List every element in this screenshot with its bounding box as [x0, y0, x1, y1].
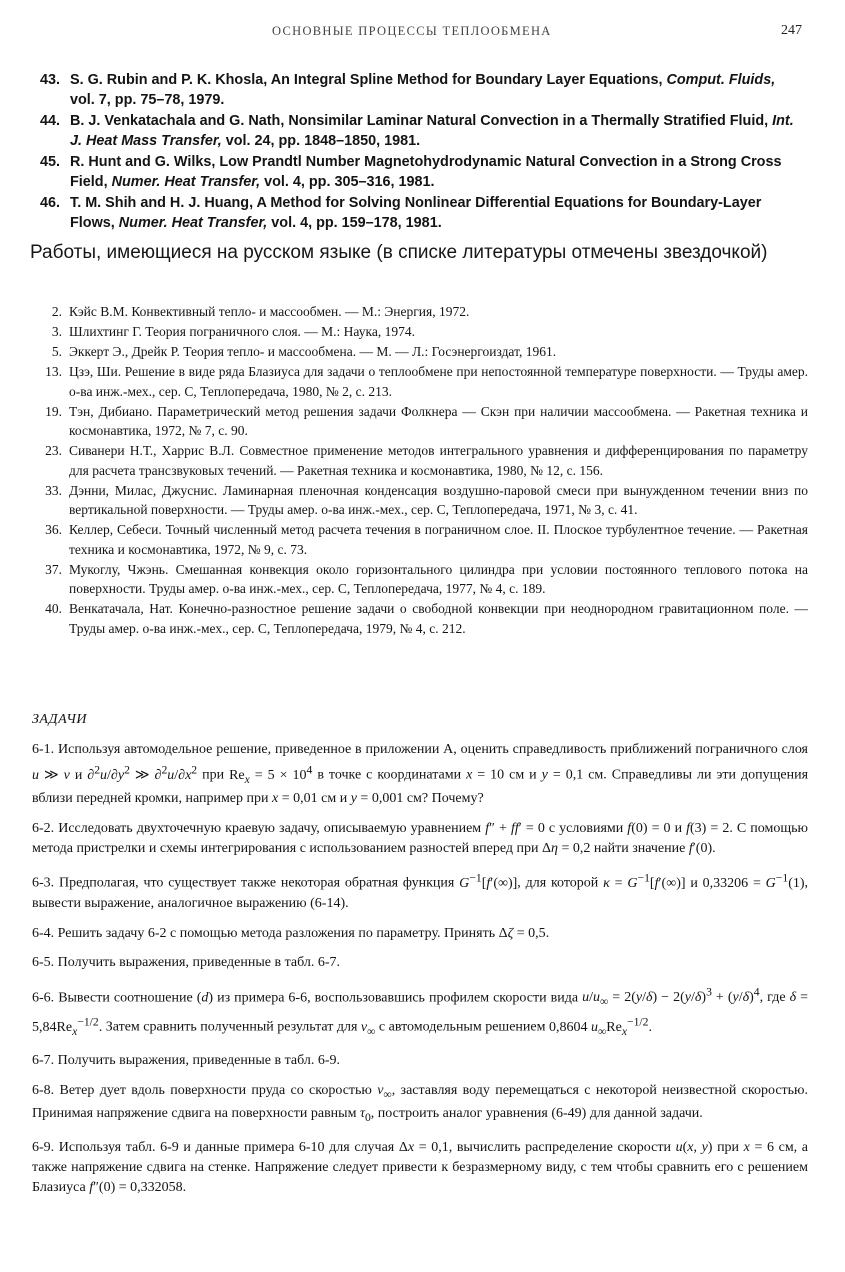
problem-text: Получить выражения, приведенные в табл. 6-9. [54, 1053, 340, 1069]
reference-item [40, 111, 800, 151]
reference-number: 23. [45, 443, 62, 458]
formula: x = 0,01 см и y = 0,001 см? [272, 791, 429, 807]
english-reference-list [40, 70, 800, 234]
formula: Δx = 0,1 [398, 1139, 449, 1155]
problem-6-6 [32, 983, 808, 1042]
problem-text: . Справедливы ли эти допущения вблизи передней кромки, например при [32, 767, 809, 807]
problem-text: . С помощью метода пристрелки и схемы интегрирования с использованием разностей вперед при [32, 820, 808, 856]
problem-text: , вычислить распределение скорости [448, 1139, 676, 1155]
reference-item [36, 362, 808, 401]
reference-authors: T. M. Shih and H. J. Huang, A Method for Solving Nonlinear Differential Equations for Boundary-Layer Flows, [70, 195, 762, 231]
formula: u(x, y) [675, 1139, 713, 1155]
problem-6-7 [32, 1051, 808, 1071]
reference-item [36, 599, 808, 638]
formula: f′(0) [688, 840, 713, 856]
reference-text: Кэйс В.М. Конвективный тепло- и массообмен. — М.: Энергия, 1972. [69, 304, 470, 319]
reference-number: 40. [45, 601, 62, 616]
problem-text: с автомодельным решением [375, 1019, 549, 1035]
reference-number: 36. [45, 522, 62, 537]
problem-number: 6-2. [32, 820, 55, 836]
reference-number: 2. [51, 304, 62, 319]
reference-number: 3. [51, 324, 62, 339]
problem-text: , для которой [517, 876, 604, 892]
reference-details: vol. 7, pp. 75–78, 1979. [70, 92, 225, 108]
problem-text: , вывести выражение, аналогичное выражению (6-14). [32, 876, 809, 912]
reference-authors: B. J. Venkatachala and G. Nath, Nonsimilar Laminar Natural Convection in a Thermally Stratified Fluid, [70, 113, 769, 129]
problem-text: Затем сравнить полученный результат для [102, 1019, 361, 1035]
formula: $G^{-1}[f'(\infty)]$ [459, 871, 518, 892]
problem-text: , а также напряжение сдвига на стенке. Напряжение следует привести к безразмерному виду, с тем чтобы сравнить его с решением Блазиуса [32, 1139, 808, 1195]
formula: x = 6 см [743, 1139, 794, 1155]
reference-details: vol. 4, pp. 305–316, 1981. [260, 174, 435, 190]
reference-journal: Comput. Fluids, [666, 72, 776, 88]
reference-journal: Numer. Heat Transfer, [111, 174, 261, 190]
problem-text: найти значение [590, 840, 689, 856]
problems-heading: ЗАДАЧИ [32, 712, 88, 727]
reference-item [36, 560, 808, 599]
reference-number: 44. [40, 113, 61, 129]
formula: $u/u_\infty = 2(y/\delta) - 2(y/\delta)^3 + (y/\delta)^4$, где $\delta = 5,84Re_x^{-1/2}$. [32, 985, 808, 1038]
problem-text: , построить аналог уравнения (6-49) для данной задачи. [370, 1106, 703, 1122]
problem-list [32, 740, 808, 1207]
problem-text: Ветер дует вдоль поверхности пруда со скоростью [54, 1082, 378, 1098]
problem-text: Используя табл. 6-9 и данные примера 6-10 для случая [54, 1139, 399, 1155]
reference-item [36, 441, 808, 480]
reference-item [36, 402, 808, 441]
formula: f″(0) = 0,332058. [89, 1179, 187, 1195]
problem-6-4 [32, 924, 808, 944]
page-number: 247 [781, 23, 802, 38]
formula: u ≫ v и $\partial^2u/\partial y^2$ ≫ $\partial^2u/\partial x^2$ [32, 763, 198, 783]
problem-number: 6-4. [32, 925, 55, 941]
problem-text: в точке с координатами [312, 767, 467, 783]
formula: Δζ = 0,5 [498, 925, 546, 941]
reference-details: vol. 24, pp. 1848–1850, 1981. [221, 133, 421, 149]
problem-text: Используя автомодельное решение, приведенное в приложении А, оценить справедливость приближений пограничного слоя [54, 742, 808, 757]
formula: $\tau_0$ [359, 1106, 371, 1125]
problem-text: , заставляя воду перемещаться с некоторой неизвестной скоростью. Принимая напряжение сдвига на поверхности равным [32, 1082, 808, 1122]
formula: (d) [196, 990, 214, 1006]
reference-journal: Numer. Heat Transfer, [118, 215, 268, 231]
problem-number: 6-3. [32, 876, 55, 892]
problem-6-2 [32, 819, 808, 859]
problem-number: 6-1. [32, 742, 55, 757]
russian-reference-list [36, 302, 808, 639]
problem-number: 6-6. [32, 990, 55, 1006]
reference-text: Сиванери Н.Т., Харрис В.Л. Совместное применение методов интегрального уравнения и дифференцирования по параметру для расчета трансзвуковых течений. — Ракетная техника и космонавтика, 1980, № 12, с. 156. [69, 443, 808, 478]
reference-item [36, 322, 808, 342]
reference-text: Тэн, Дибиано. Параметрический метод решения задачи Фолкнера — Скэн при наличии массообмена. — Ракетная техника и космонавтика, 1972, № 7, с. 90. [69, 403, 808, 438]
problem-text: . [545, 925, 550, 941]
problem-6-9 [32, 1138, 808, 1198]
reference-item [40, 152, 800, 192]
problem-text: Вывести соотношение [54, 990, 197, 1006]
reference-number: 33. [45, 482, 62, 498]
reference-authors: R. Hunt and G. Wilks, Low Prandtl Number Magnetohydrodynamic Natural Convection in a Strong Cross Field, [70, 154, 782, 190]
reference-details: vol. 4, pp. 159–178, 1981. [267, 215, 442, 231]
reference-item [36, 481, 808, 520]
problem-text: Почему? [428, 791, 484, 807]
reference-text: Цзэ, Ши. Решение в виде ряда Блазиуса для задачи о теплообмене при непостоянной температуре поверхности. — Труды амер. о-ва инж.-мех., сер. С, Теплопередача, 1980, № 2, с. 213. [69, 364, 808, 399]
reference-item [36, 342, 808, 362]
problem-text: . [712, 840, 716, 856]
formula: 0,8604 $u_\infty Re_x^{-1/2}$. [548, 1015, 652, 1038]
problem-text: Получить выражения, приведенные в табл. 6-7. [54, 955, 340, 971]
formula: f(0) = 0 и f(3) = 2 [627, 820, 730, 836]
problem-number: 6-7. [32, 1053, 55, 1069]
problem-text: Решить задачу 6-2 с помощью метода разложения по параметру. Принять [54, 925, 499, 941]
problem-number: 6-9. [32, 1139, 55, 1155]
reference-number: 5. [51, 344, 62, 359]
reference-text: Келлер, Себеси. Точный численный метод расчета течения в пограничном слое. II. Плоское турбулентное течение. — Ракетная техника и космонавтика, 1972, № 9, с. 73. [69, 522, 808, 557]
reference-number: 46. [40, 195, 61, 211]
reference-item [40, 70, 800, 110]
reference-journal: Int. J. Heat Mass Transfer, [70, 113, 794, 149]
problem-number: 6-5. [32, 955, 55, 971]
problem-text: Исследовать двухточечную краевую задачу, описываемую уравнением [54, 820, 486, 836]
reference-text: Венкатачала, Нат. Конечно-разностное решение задачи о свободной конвекции при неоднородном гравитационном поле. — Труды амер. о-ва инж.-мех., сер. С, Теплопередача, 1979, № 4, с. 212. [69, 601, 808, 636]
reference-item [36, 520, 808, 559]
reference-text: Дэнни, Милас, Джуснис. Ламинарная пленочная конденсация воздушно-паровой смеси при вынужденном течении вниз по вертикальной поверхности. — Труды амер. о-ва инж.-мех., сер. С, Теплопередача, 1971, № 3, с. 41. [69, 482, 808, 517]
problem-6-1 [32, 740, 808, 809]
formula: Δη = 0,2 [542, 840, 591, 856]
problem-text: при [712, 1139, 744, 1155]
problem-text: из примера 6-6, воспользовавшись профилем скорости вида [213, 990, 583, 1006]
reference-number: 37. [45, 561, 62, 577]
problem-text: Предполагая, что существует также некоторая обратная функция [54, 876, 460, 892]
problem-number: 6-8. [32, 1082, 55, 1098]
formula: $\kappa = G^{-1}[f'(\infty)]$ и $0,33206 = G^{-1}(1)$ [603, 871, 805, 892]
reference-number: 43. [40, 72, 61, 88]
reference-number: 13. [45, 364, 62, 379]
reference-item [40, 193, 800, 233]
russian-works-heading: Работы, имеющиеся на русском языке (в списке литературы отмечены звездочкой) [30, 242, 768, 263]
problem-text: при [197, 767, 230, 783]
reference-item [36, 302, 808, 322]
reference-authors: S. G. Rubin and P. K. Khosla, An Integral Spline Method for Boundary Layer Equations, [70, 72, 663, 88]
reference-text: Шлихтинг Г. Теория пограничного слоя. — М.: Наука, 1974. [69, 324, 415, 339]
formula: x = 10 см и y = 0,1 см [466, 767, 604, 783]
problem-text: с условиями [544, 820, 628, 836]
formula: $v_\infty$ [377, 1082, 392, 1101]
formula: $v_\infty$ [360, 1019, 376, 1038]
problem-6-8 [32, 1081, 808, 1129]
reference-number: 19. [45, 403, 62, 419]
formula: f″ + ff′ = 0 [485, 820, 545, 836]
problem-6-5 [32, 953, 808, 973]
reference-text: Мукоглу, Чжэнь. Смешанная конвекция около горизонтального цилиндра при условии постоянного теплового потока на поверхности. Труды амер. о-ва инж.-мех., сер. С, Теплопередача, 1977, № 4, с. 189. [69, 561, 808, 596]
running-title: ОСНОВНЫЕ ПРОЦЕССЫ ТЕПЛООБМЕНА [272, 24, 552, 38]
reference-text: Эккерт Э., Дрейк Р. Теория тепло- и массообмена. — М. — Л.: Госэнергоиздат, 1961. [69, 344, 557, 359]
formula: $Re_x = 5 \times 10^4$ [229, 763, 313, 786]
problem-6-3 [32, 868, 808, 914]
reference-number: 45. [40, 154, 61, 170]
